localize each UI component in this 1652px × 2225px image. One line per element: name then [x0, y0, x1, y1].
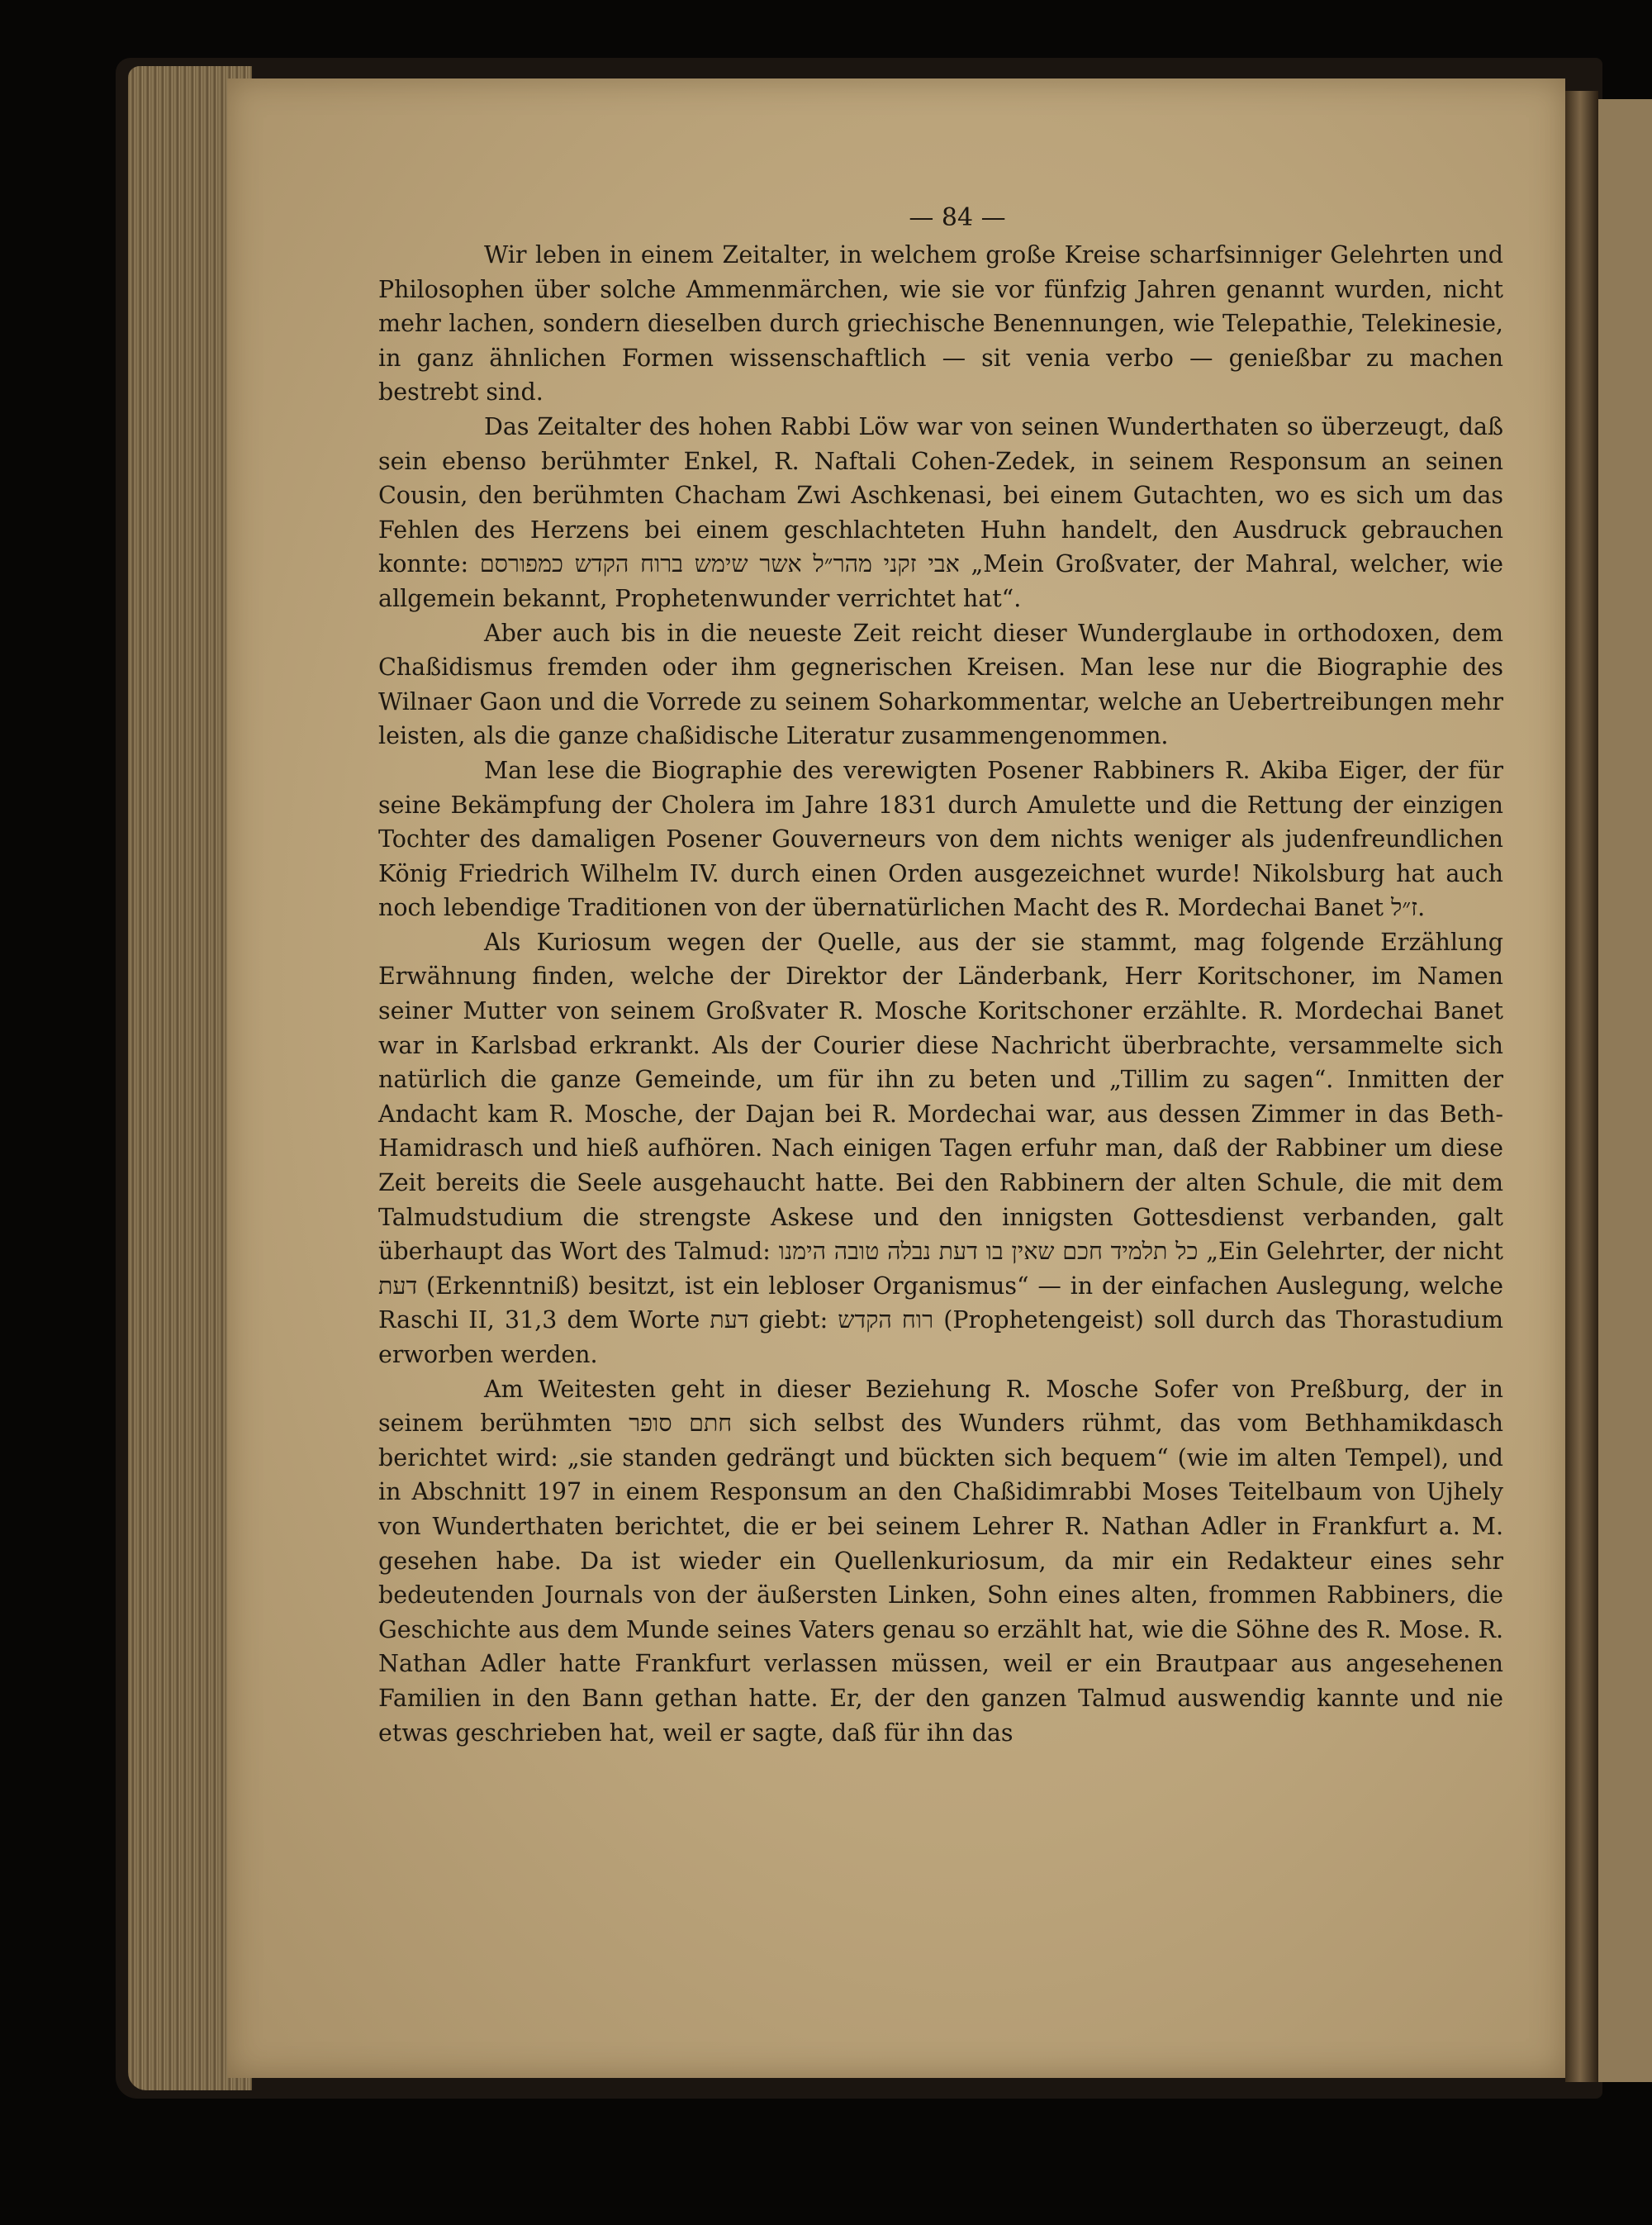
facing-page-edge — [1598, 99, 1652, 2082]
paragraph-3: Aber auch bis in die neueste Zeit reicht dieser Wunderglaube in orthodoxen, dem Chaßidismus fremden oder ihm gegnerischen Kreisen. Man lese nur die Biographie des Wilnaer Gaon und die Vorrede zu seinem Soharkommentar, welche an Uebertreibungen mehr leisten, als die ganze chaßidische Literatur zusammengenommen. — [378, 619, 1503, 750]
paragraph-5: Als Kuriosum wegen der Quelle, aus der sie stammt, mag folgende Erzählung Erwähnung finden, welche der Direktor der Länderbank, Herr Koritschoner, im Namen seiner Mutter von seinem Großvater R. Mosche Koritschoner erzählte. R. Mordechai Banet war in Karlsbad erkrankt. Als der Courier diese Nachricht überbrachte, versammelte sich natürlich die ganze Gemeinde, um für ihn zu beten und „Tillim zu sagen“. Inmitten der Andacht kam R. Mosche, der Dajan bei R. Mordechai war, aus dessen Zimmer in das Beth-Hamidrasch und hieß aufhören. Nach einigen Tagen erfuhr man, daß der Rabbiner um diese Zeit bereits die Seele ausgehaucht hatte. Bei den Rabbinern der alten Schule, die mit dem Talmudstudium die strengste Askese und den innigsten Gottesdienst verbanden, galt überhaupt das Wort des Talmud: כל תלמיד חכם שאין בו דעת נבלה טובה הימנו „Ein Gelehrter, der nicht דעת (Erkenntniß) besitzt, ist ein lebloser Organismus“ — in der einfachen Auslegung, welche Raschi II, 31,3 dem Worte דעת giebt: רוח הקדש (Prophetengeist) soll durch das Thorastudium erworben werden. — [378, 928, 1503, 1368]
paragraph-6: Am Weitesten geht in dieser Beziehung R. Mosche Sofer von Preßburg, der in seinem berühmten חתם סופר sich selbst des Wunders rühmt, das vom Bethhamikdasch berichtet wird: „sie standen gedrängt und bückten sich bequem“ (wie im alten Tempel), und in Abschnitt 197 in einem Responsum an den Chaßidimrabbi Moses Teitelbaum von Ujhely von Wunderthaten berichtet, die er bei seinem Lehrer R. Nathan Adler in Frankfurt a. M. gesehen habe. Da ist wieder ein Quellenkuriosum, da mir ein Redakteur eines sehr bedeutenden Journals von der äußersten Linken, Sohn eines alten, frommen Rabbiners, die Geschichte aus dem Munde seines Vaters genau so erzählt hat, wie die Söhne des R. Mose. R. Nathan Adler hatte Frankfurt verlassen müssen, weil er ein Brautpaar aus angesehenen Familien in den Bann gethan hatte. Er, der den ganzen Talmud auswendig kannte und nie etwas geschrieben hat, weil er sagte, daß für ihn das — [378, 1375, 1503, 1747]
page-text — [378, 198, 1503, 1750]
book-gutter — [1565, 91, 1598, 2082]
paragraph-2: Das Zeitalter des hohen Rabbi Löw war von seinen Wunderthaten so überzeugt, daß sein ebenso berühmter Enkel, R. Naftali Cohen-Zedek, in seinem Responsum an seinen Cousin, den berühmten Chacham Zwi Aschkenasi, bei einem Gutachten, wo es sich um das Fehlen des Herzens bei einem geschlachteten Huhn handelt, den Ausdruck gebrauchen konnte: אבי זקני מהר״ל אשר שימש ברוח הקדש כמפורסם „Mein Großvater, der Mahral, welcher, wie allgemein bekannt, Prophetenwunder verrichtet hat“. — [378, 412, 1503, 612]
page-number: — 84 — — [909, 203, 1006, 232]
paragraph-4: Man lese die Biographie des verewigten Posener Rabbiners R. Akiba Eiger, der für seine Bekämpfung der Cholera im Jahre 1831 durch Amulette und die Rettung der einzigen Tochter des damaligen Posener Gouverneurs von dem nichts weniger als judenfreundlichen König Friedrich Wilhelm IV. durch einen Orden ausgezeichnet wurde! Nikolsburg hat auch noch lebendige Traditionen von der übernatürlichen Macht des R. Mordechai Banet ז״ל. — [378, 756, 1503, 922]
paragraph-1: Wir leben in einem Zeitalter, in welchem große Kreise scharfsinniger Gelehrten und Philosophen über solche Ammenmärchen, wie sie vor fünfzig Jahren genannt wurden, nicht mehr lachen, sondern dieselben durch griechische Benennungen, wie Telepathie, Telekinesie, in ganz ähnlichen Formen wissenschaftlich — sit venia verbo — genießbar zu machen bestrebt sind. — [378, 241, 1503, 406]
